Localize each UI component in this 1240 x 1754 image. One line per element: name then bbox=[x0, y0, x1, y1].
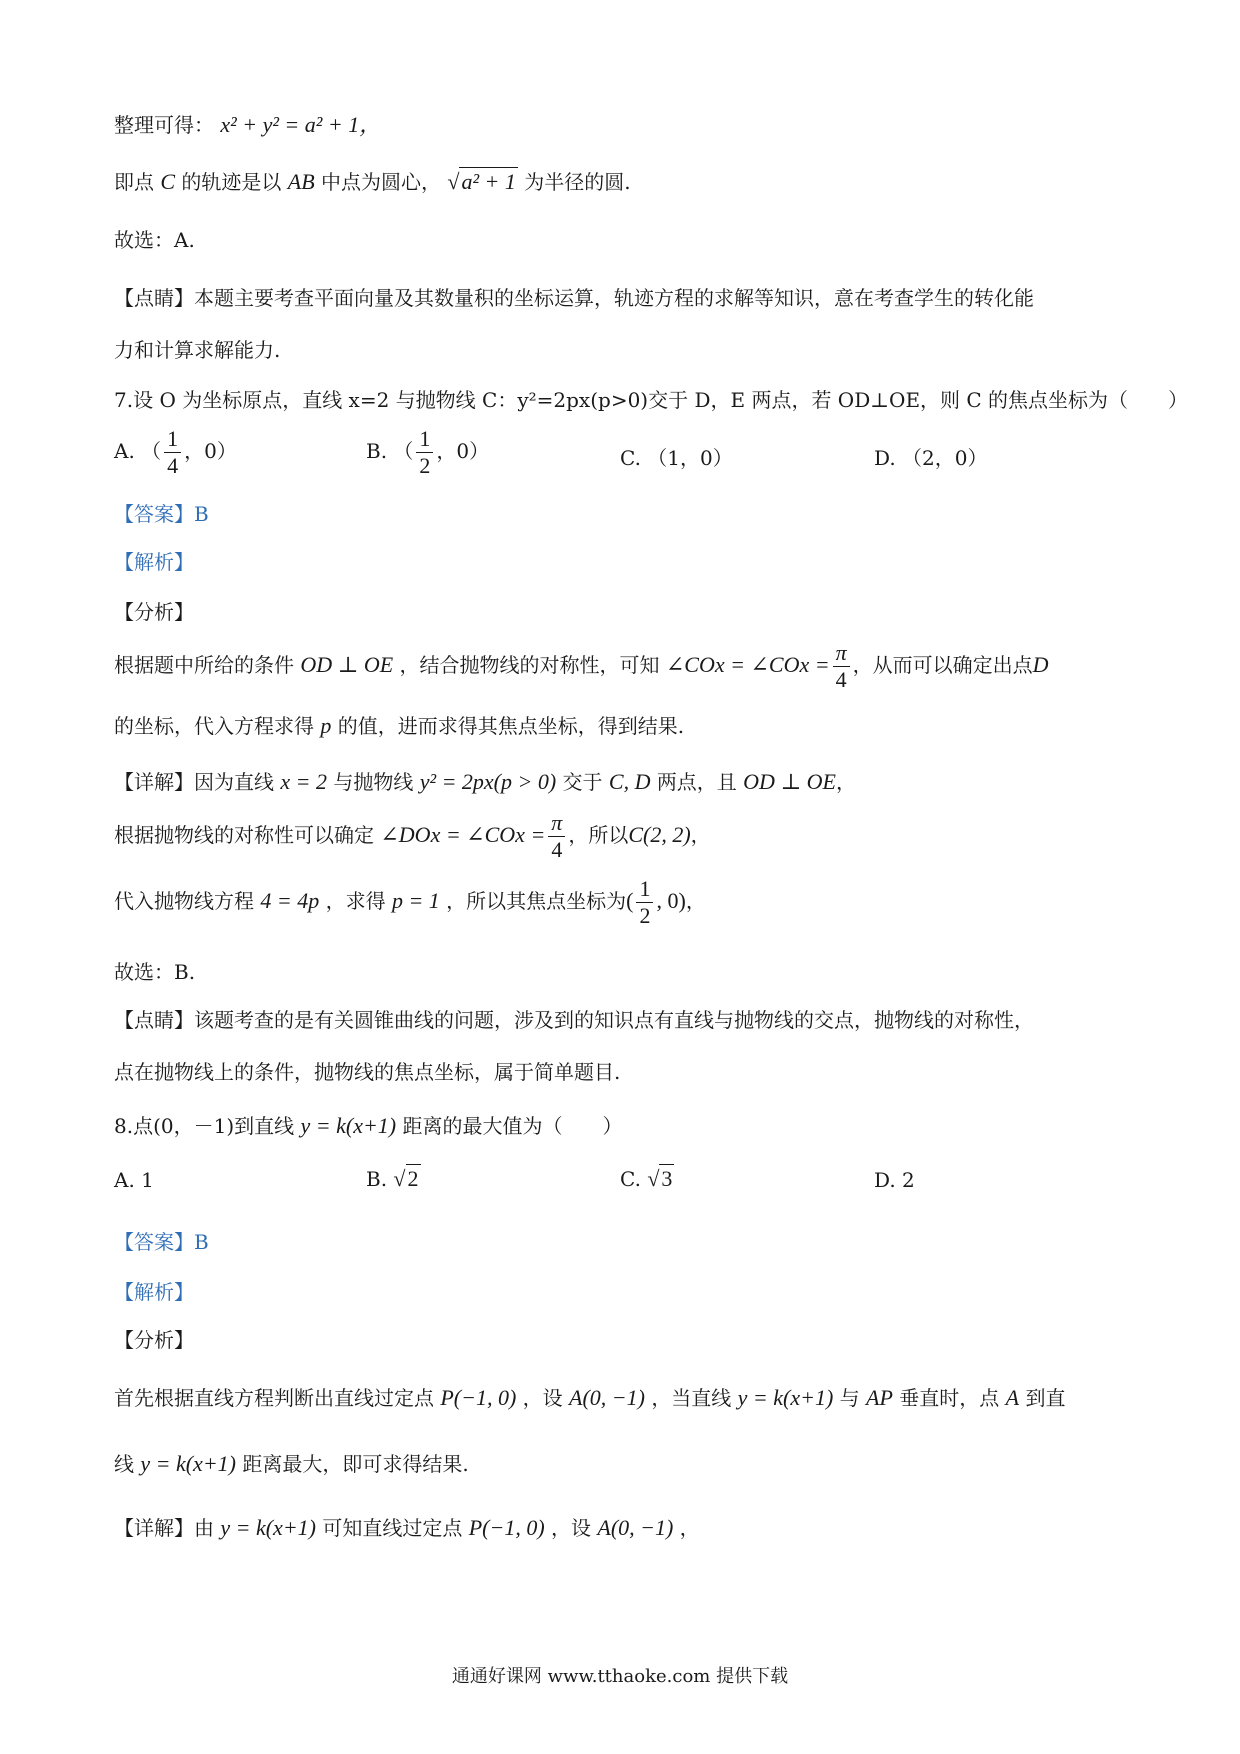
math-expression: P(−1, 0) bbox=[440, 1385, 517, 1410]
text: 交于 bbox=[562, 770, 603, 794]
text: 与 bbox=[839, 1386, 860, 1410]
fraction bbox=[548, 810, 565, 863]
math-expression: p = 1 bbox=[391, 888, 440, 913]
sqrt-expression: √2 bbox=[393, 1166, 419, 1191]
math-symbol: C bbox=[160, 169, 176, 194]
analysis-tag: 【解析】 bbox=[114, 1280, 194, 1304]
math-expression: y = k(x+1) bbox=[300, 1113, 397, 1138]
text-line bbox=[114, 1382, 1065, 1411]
text: 的坐标，代入方程求得 bbox=[114, 714, 314, 738]
option-label: B. （ bbox=[366, 439, 414, 463]
option-tail: ，0） bbox=[184, 439, 237, 463]
text: 即点 bbox=[114, 170, 154, 194]
text: 的值，进而求得其焦点坐标，得到结果. bbox=[337, 714, 685, 738]
text-line: 【点睛】本题主要考查平面向量及其数量积的坐标运算，轨迹方程的求解等知识，意在考查学生的转化能 bbox=[114, 286, 1034, 310]
math-expression: ∠DOx = ∠COx = bbox=[380, 822, 546, 847]
math-expression: y² = 2px(p > 0) bbox=[419, 769, 557, 794]
text: 根据抛物线的对称性可以确定 bbox=[114, 823, 374, 847]
denominator: 2 bbox=[419, 453, 431, 478]
text: 与抛物线 bbox=[333, 770, 414, 794]
math-expression: A(0, −1) bbox=[569, 1385, 645, 1410]
text-line bbox=[114, 766, 856, 795]
text-line: 点在抛物线上的条件，抛物线的焦点坐标，属于简单题目. bbox=[114, 1060, 621, 1084]
math-symbol: AB bbox=[287, 169, 315, 194]
text: ，所以 bbox=[568, 823, 629, 847]
section-heading: 【分析】 bbox=[114, 600, 194, 624]
analysis-tag: 【解析】 bbox=[114, 550, 194, 574]
section-heading: 【分析】 bbox=[114, 1328, 194, 1352]
denominator: 4 bbox=[835, 667, 847, 692]
text-line bbox=[114, 810, 711, 863]
text-line bbox=[114, 710, 684, 739]
answer-tag: 【答案】B bbox=[114, 1230, 209, 1254]
math-expression: y = k(x+1) bbox=[220, 1515, 316, 1540]
text-line bbox=[114, 876, 706, 929]
text: 垂直时，点 bbox=[899, 1386, 1000, 1410]
numerator: 1 bbox=[416, 426, 433, 453]
radicand: 2 bbox=[407, 1166, 419, 1191]
text-line bbox=[114, 1512, 700, 1541]
math-expression: ∠COx = ∠COx = bbox=[665, 652, 830, 677]
denominator: 4 bbox=[167, 453, 179, 478]
numerator: 1 bbox=[636, 876, 653, 903]
math-expression: x² + y² = a² + 1， bbox=[220, 112, 382, 137]
option-label: A. （ bbox=[114, 439, 162, 463]
text: 距离的最大值为（ ） bbox=[402, 1114, 623, 1138]
text: ，设 bbox=[522, 1386, 563, 1410]
math-symbol: D bbox=[1032, 652, 1049, 677]
text-line: 【点睛】该题考查的是有关圆锥曲线的问题，涉及到的知识点有直线与抛物线的交点，抛物线的对称性， bbox=[114, 1008, 1034, 1032]
text-line: 故选：B. bbox=[114, 960, 196, 984]
math-expression: OD ⊥ OE bbox=[743, 769, 836, 794]
option-a: A. 1 bbox=[114, 1168, 154, 1192]
denominator: 4 bbox=[551, 837, 563, 862]
text: 中点为圆心， bbox=[321, 170, 442, 194]
math-expression: y = k(x+1) bbox=[140, 1451, 236, 1476]
text: ， bbox=[690, 823, 711, 847]
text: 为半径的圆. bbox=[524, 170, 631, 194]
numerator: π bbox=[548, 810, 565, 837]
fraction bbox=[833, 640, 850, 693]
answer-tag: 【答案】B bbox=[114, 502, 209, 526]
math-expression: A(0, −1) bbox=[597, 1515, 674, 1540]
text: 的轨迹是以 bbox=[181, 170, 282, 194]
option-b bbox=[366, 426, 489, 479]
numerator: 1 bbox=[164, 426, 181, 453]
text: 到直 bbox=[1025, 1386, 1066, 1410]
option-d: D. 2 bbox=[874, 1168, 915, 1192]
question-stem: 7.设 O 为坐标原点，直线 x=2 与抛物线 C：y²=2px(p>0)交于 D，E 两点，若 OD⊥OE，则 C 的焦点坐标为（ ） bbox=[114, 388, 1189, 412]
text: ， bbox=[685, 889, 706, 913]
option-tail: ，0） bbox=[436, 439, 490, 463]
math-expression: y = k(x+1) bbox=[737, 1385, 834, 1410]
text: ， bbox=[835, 770, 856, 794]
text: ，从而可以确定出点 bbox=[852, 653, 1033, 677]
option-c bbox=[620, 1166, 674, 1192]
fraction bbox=[164, 426, 181, 479]
text: 8.点(0，－1)到直线 bbox=[114, 1114, 295, 1138]
text: 【详解】由 bbox=[114, 1516, 214, 1540]
text: ，结合抛物线的对称性，可知 bbox=[399, 653, 660, 677]
text: 可知直线过定点 bbox=[322, 1516, 463, 1540]
option-label: C. bbox=[620, 1167, 641, 1191]
sqrt-expression: √a² + 1 bbox=[447, 169, 516, 194]
sqrt-expression: √3 bbox=[647, 1166, 673, 1191]
text-line: 故选：A. bbox=[114, 228, 195, 252]
text: 代入抛物线方程 bbox=[114, 889, 254, 913]
paren: , 0) bbox=[656, 888, 686, 913]
numerator: π bbox=[833, 640, 850, 667]
math-expression: C, D bbox=[608, 769, 651, 794]
math-expression: 4 = 4p bbox=[260, 888, 320, 913]
page-footer: 通通好课网 www.tthaoke.com 提供下载 bbox=[451, 1666, 789, 1687]
text: 根据题中所给的条件 bbox=[114, 653, 294, 677]
text-line bbox=[114, 640, 1049, 693]
fraction bbox=[636, 876, 653, 929]
text: 整理可得： bbox=[114, 113, 214, 137]
math-symbol: A bbox=[1005, 1385, 1020, 1410]
option-b bbox=[366, 1166, 421, 1192]
text: 【详解】因为直线 bbox=[114, 770, 274, 794]
math-expression: P(−1, 0) bbox=[468, 1515, 545, 1540]
radicand: a² + 1 bbox=[461, 169, 516, 194]
question-stem bbox=[114, 1110, 623, 1139]
text-line: 力和计算求解能力. bbox=[114, 338, 281, 362]
text: 线 bbox=[114, 1452, 134, 1476]
text: ，求得 bbox=[325, 889, 386, 913]
option-a bbox=[114, 426, 237, 479]
text-line bbox=[114, 1448, 469, 1477]
text: 距离最大，即可求得结果. bbox=[242, 1452, 469, 1476]
text: ，当直线 bbox=[651, 1386, 732, 1410]
text: ，所以其焦点坐标为 bbox=[446, 889, 627, 913]
option-c: C. （1，0） bbox=[620, 446, 733, 470]
math-expression: C(2, 2) bbox=[628, 822, 691, 847]
fraction bbox=[416, 426, 433, 479]
paren: ( bbox=[626, 888, 634, 913]
text: ， bbox=[679, 1516, 700, 1540]
text: 两点，且 bbox=[656, 770, 737, 794]
denominator: 2 bbox=[639, 903, 651, 928]
math-symbol: AP bbox=[866, 1385, 893, 1410]
math-expression: OD ⊥ OE bbox=[300, 652, 394, 677]
text-line bbox=[114, 108, 381, 139]
math-expression: x = 2 bbox=[280, 769, 327, 794]
text-line bbox=[114, 166, 631, 195]
option-d: D. （2，0） bbox=[874, 446, 988, 470]
math-symbol: p bbox=[320, 713, 332, 738]
option-label: B. bbox=[366, 1167, 388, 1191]
text: ，设 bbox=[551, 1516, 592, 1540]
radicand: 3 bbox=[661, 1166, 673, 1191]
text: 首先根据直线方程判断出直线过定点 bbox=[114, 1386, 434, 1410]
